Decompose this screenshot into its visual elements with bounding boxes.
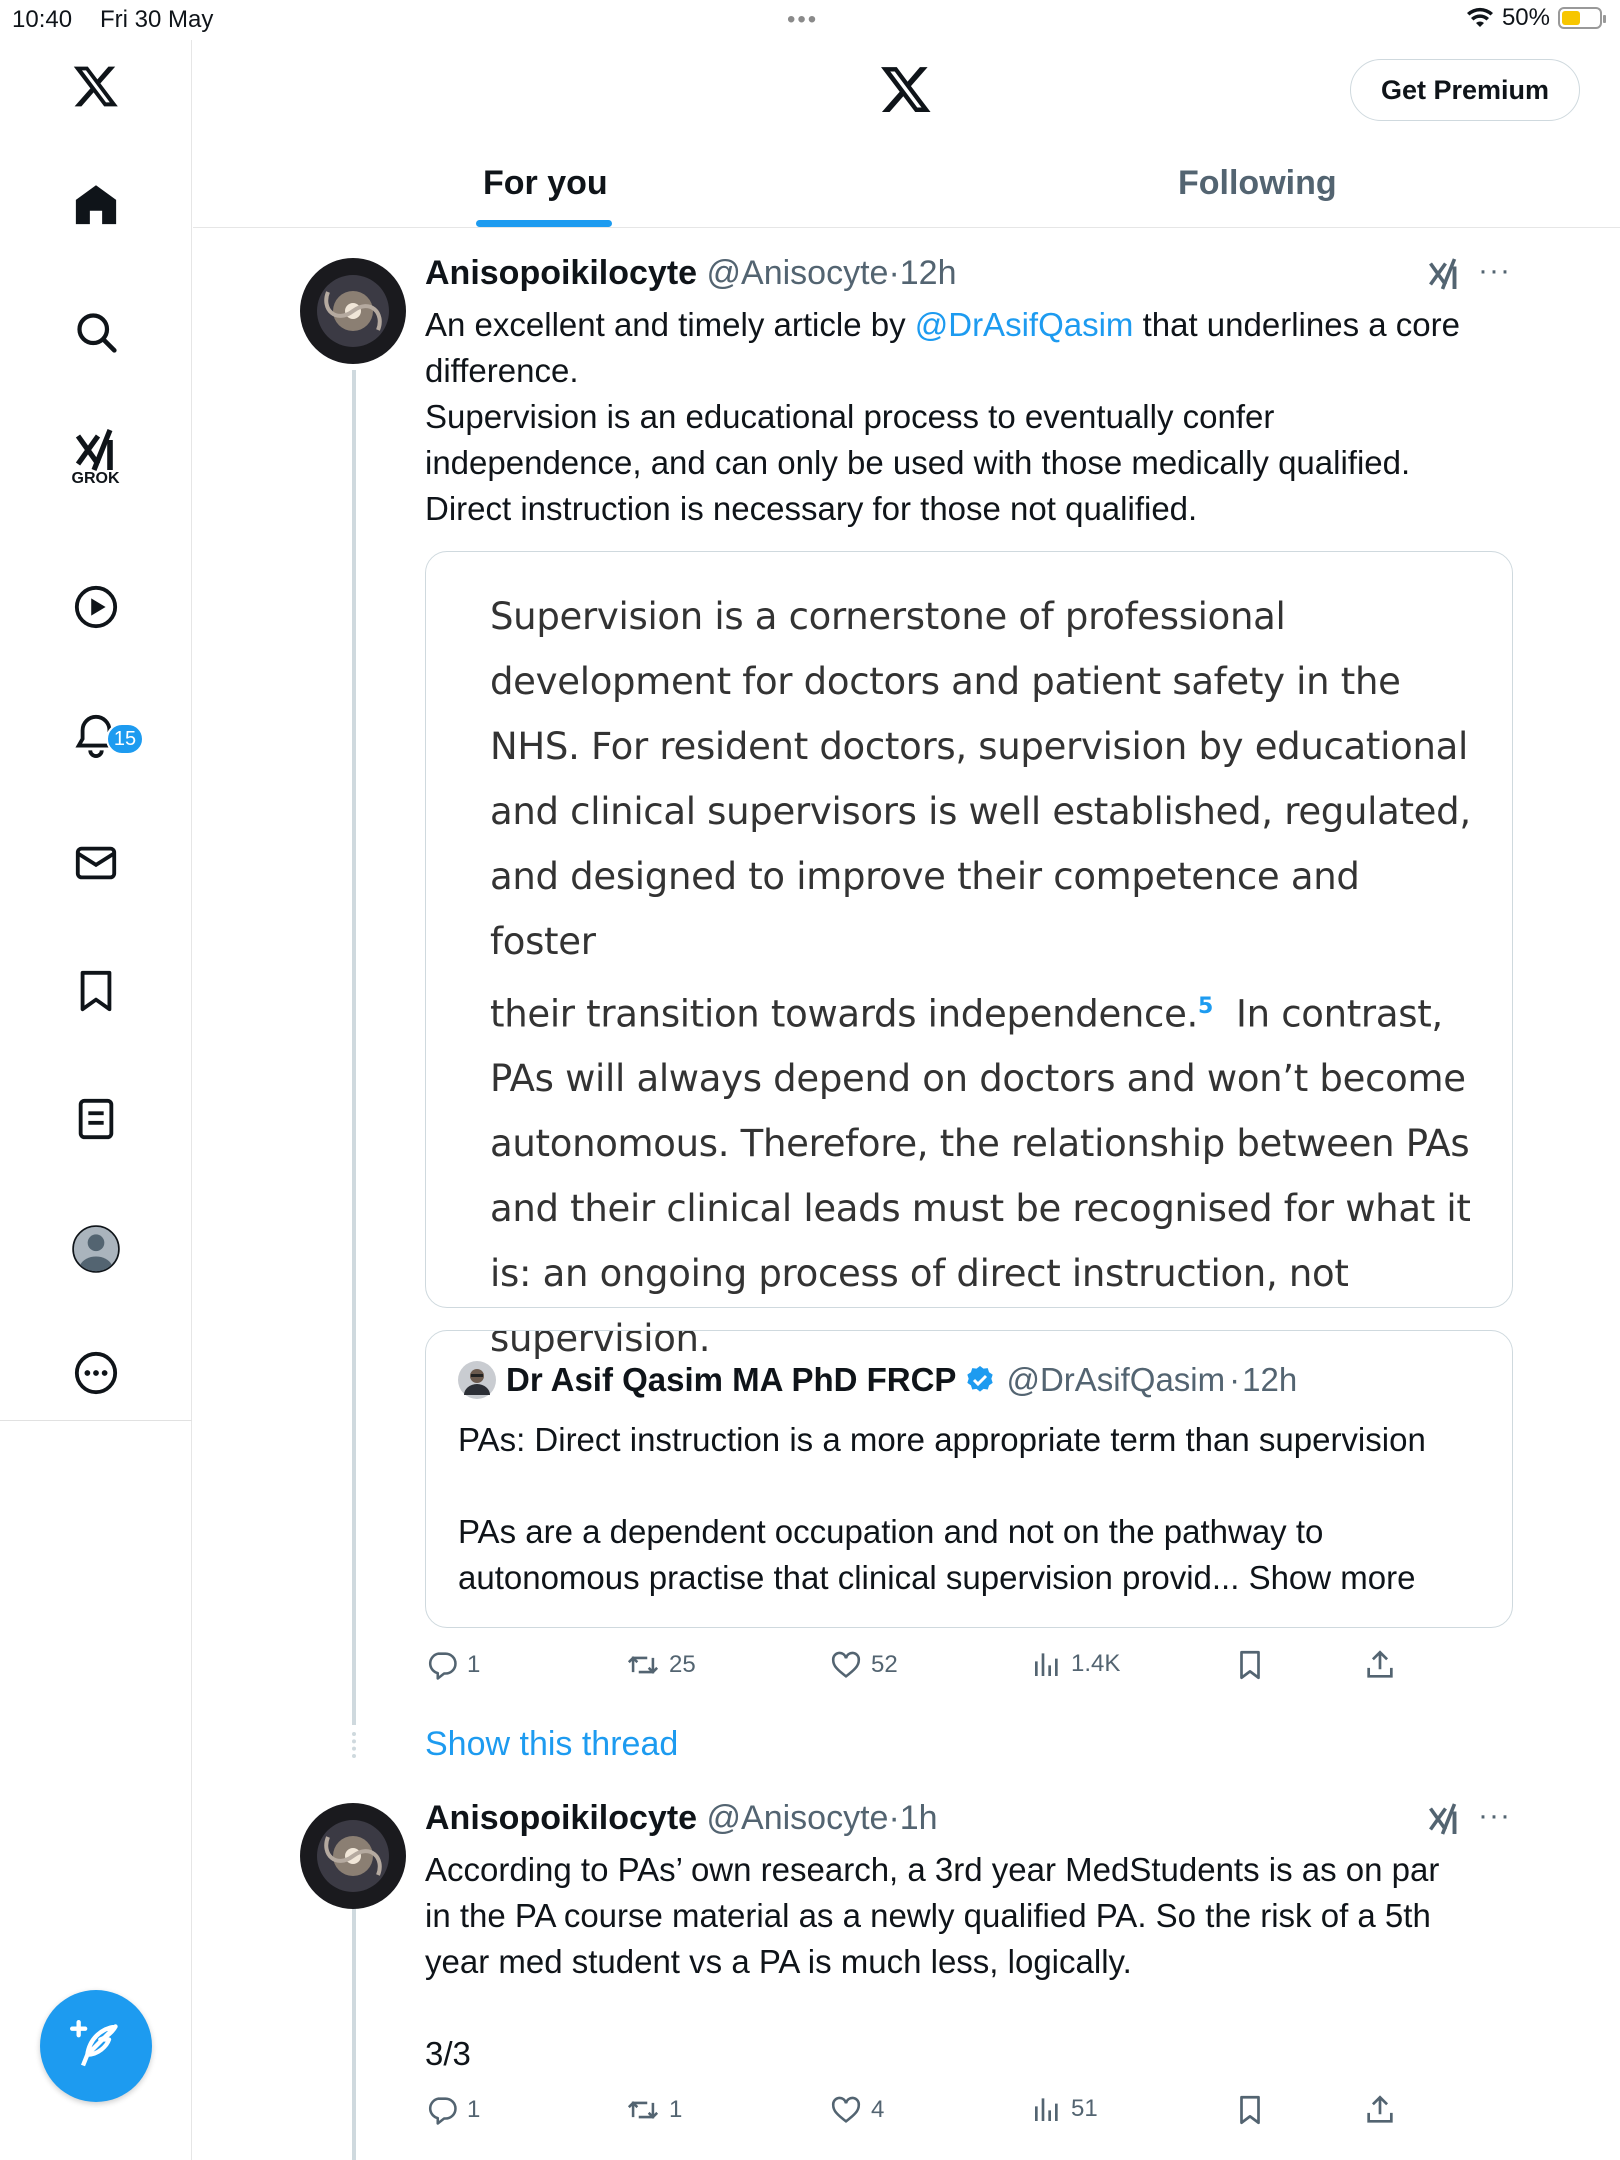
post-text-line: Direct instruction is necessary for those not qualified. (425, 490, 1198, 527)
grok-explain-icon[interactable] (1426, 1801, 1462, 1842)
post-text-line: difference. (425, 352, 579, 389)
image-text-segment: their transition towards independence. (490, 992, 1199, 1036)
repost-icon (625, 2093, 661, 2127)
quote-author-name[interactable]: Dr Asif Qasim MA PhD FRCP (506, 1361, 957, 1398)
image-text-line: NHS. For resident doctors, supervision by educational (490, 725, 1468, 768)
image-text-line: development for doctors and patient safety in the (490, 660, 1401, 703)
views-button[interactable] (1031, 1648, 1120, 1680)
more-icon[interactable] (73, 1350, 119, 1396)
quote-time[interactable]: 12h (1242, 1361, 1298, 1398)
notification-badge: 15 (106, 723, 144, 755)
video-icon[interactable] (73, 584, 119, 630)
search-icon[interactable] (74, 310, 118, 354)
author-handle[interactable]: @Anisocyte (706, 1799, 889, 1837)
quote-text-line: PAs: Direct instruction is a more appropriate term than supervision (458, 1421, 1426, 1458)
views-icon (1031, 2093, 1063, 2125)
battery-percent: 50% (1501, 4, 1550, 31)
views-button[interactable] (1031, 2093, 1098, 2125)
post-body (425, 1847, 1525, 2077)
thread-line-dotted (352, 1732, 356, 1758)
compose-feather-icon (70, 2020, 122, 2072)
reply-button[interactable] (425, 2093, 480, 2127)
repost-button[interactable] (625, 1648, 696, 1682)
share-button[interactable] (1363, 1648, 1397, 1682)
battery-icon (1558, 7, 1602, 29)
share-icon (1363, 2093, 1397, 2127)
view-count: 1.4K (1071, 1650, 1121, 1677)
repost-icon (625, 1648, 661, 1682)
image-text-line: is: an ongoing process of direct instruction, not (490, 1252, 1349, 1296)
image-text-line: Supervision is a cornerstone of professional (490, 595, 1286, 638)
tab-for-you[interactable]: For you (483, 164, 608, 202)
like-count: 4 (871, 2096, 885, 2123)
post-text-segment: that underlines a core (1133, 306, 1460, 343)
like-count: 52 (871, 1651, 898, 1678)
image-text-line: autonomous. Therefore, the relationship between PAs (490, 1122, 1470, 1166)
wifi-icon (1466, 7, 1494, 29)
image-text-line (490, 974, 1472, 1046)
show-thread-link[interactable]: Show this thread (425, 1725, 679, 1763)
meta-separator: · (888, 254, 900, 292)
quote-author-handle[interactable]: @DrAsifQasim (1006, 1361, 1226, 1398)
post-text-line: 3/3 (425, 2035, 471, 2072)
avatar[interactable] (300, 1803, 406, 1909)
views-icon (1031, 1648, 1063, 1680)
tab-following[interactable]: Following (1178, 164, 1337, 202)
post-image[interactable] (425, 551, 1513, 1361)
post-text-segment: An excellent and timely article by (425, 306, 915, 343)
repost-count: 1 (669, 2096, 683, 2123)
post-text-line: Supervision is an educational process to eventually confer (425, 398, 1275, 435)
reply-count: 1 (467, 2096, 481, 2123)
compose-button[interactable] (40, 1990, 152, 2102)
verified-badge-icon (964, 1364, 996, 1396)
post-text-line (425, 302, 1525, 348)
sidebar (0, 40, 192, 2160)
reply-count: 1 (467, 1651, 481, 1678)
home-icon[interactable] (73, 182, 119, 228)
bookmark-button[interactable] (1233, 1648, 1267, 1682)
post-text-line: According to PAs’ own research, a 3rd year MedStudents is as on par (425, 1851, 1440, 1888)
quote-text-line: PAs are a dependent occupation and not on the pathway to (458, 1513, 1324, 1550)
x-logo-header-icon[interactable] (878, 62, 934, 121)
grok-explain-icon[interactable] (1426, 256, 1462, 297)
avatar[interactable] (300, 258, 406, 364)
footnote-marker: 5 (1198, 994, 1214, 1019)
post-text-line: year med student vs a PA is much less, logically. (425, 1943, 1132, 1980)
status-time: 10:40 (12, 6, 73, 33)
sidebar-divider (0, 1420, 192, 1421)
quote-avatar[interactable] (458, 1361, 496, 1399)
post-text-line: independence, and can only be used with those medically qualified. (425, 444, 1411, 481)
mention-link[interactable]: @DrAsifQasim (914, 306, 1134, 343)
active-tab-indicator (476, 220, 612, 227)
share-icon (1363, 1648, 1397, 1682)
post-header (425, 254, 957, 293)
thread-line (352, 370, 356, 1725)
bookmarks-icon[interactable] (73, 968, 119, 1014)
post-more-icon[interactable]: ··· (1478, 254, 1511, 287)
repost-count: 25 (669, 1651, 696, 1678)
image-text-segment: In contrast, (1213, 992, 1443, 1036)
reply-icon (425, 2093, 459, 2127)
image-text-line: and clinical supervisors is well established, regulated, (490, 790, 1471, 833)
post-header (425, 1799, 938, 1838)
messages-icon[interactable] (73, 840, 119, 886)
reply-button[interactable] (425, 1648, 480, 1682)
status-date: Fri 30 May (100, 6, 214, 33)
bookmark-button[interactable] (1233, 2093, 1267, 2127)
get-premium-button[interactable]: Get Premium (1350, 59, 1580, 121)
battery-fill (1562, 11, 1580, 25)
like-icon (829, 1648, 863, 1682)
post-actions (425, 1648, 1425, 1688)
status-bar (0, 0, 1620, 40)
like-button[interactable] (829, 2093, 884, 2127)
quote-header (458, 1361, 1297, 1399)
post-actions (425, 2093, 1425, 2133)
like-button[interactable] (829, 1648, 898, 1682)
author-name[interactable]: Anisopoikilocyte (425, 1799, 698, 1837)
reply-icon (425, 1648, 459, 1682)
grok-icon[interactable] (72, 428, 120, 488)
author-name[interactable]: Anisopoikilocyte (425, 254, 698, 292)
thread-line-lower (352, 1908, 356, 2160)
author-handle[interactable]: @Anisocyte (706, 254, 889, 292)
meta-separator: · (1229, 1361, 1241, 1398)
like-icon (829, 2093, 863, 2127)
profile-icon[interactable] (71, 1224, 121, 1274)
quote-text-line[interactable]: autonomous practise that clinical supervision provid... Show more (458, 1559, 1416, 1596)
post-time[interactable]: 1h (899, 1799, 938, 1837)
view-count: 51 (1071, 2095, 1098, 2122)
lists-icon[interactable] (73, 1096, 119, 1142)
status-right (1466, 4, 1602, 32)
bookmark-icon (1233, 2093, 1267, 2127)
image-text-line: PAs will always depend on doctors and won’t become (490, 1057, 1466, 1101)
post-more-icon[interactable]: ··· (1478, 1799, 1511, 1832)
post-body (425, 302, 1525, 532)
post-time[interactable]: 12h (899, 254, 957, 292)
multitasking-dots[interactable]: ••• (787, 6, 819, 33)
image-text-line: supervision. (490, 1317, 711, 1361)
image-text-line: and their clinical leads must be recognised for what it (490, 1187, 1471, 1231)
image-text-line: and designed to improve their competence and foster (490, 855, 1360, 963)
timeline-tabs (193, 150, 1620, 228)
meta-separator: · (888, 1799, 900, 1837)
post-text-line: in the PA course material as a newly qualified PA. So the risk of a 5th (425, 1897, 1431, 1934)
repost-button[interactable] (625, 2093, 682, 2127)
bookmark-icon (1233, 1648, 1267, 1682)
x-logo-icon[interactable] (71, 62, 121, 110)
quoted-post[interactable] (425, 1330, 1513, 1628)
grok-label: GROK (71, 470, 120, 487)
quote-body (458, 1417, 1488, 1601)
share-button[interactable] (1363, 2093, 1397, 2127)
